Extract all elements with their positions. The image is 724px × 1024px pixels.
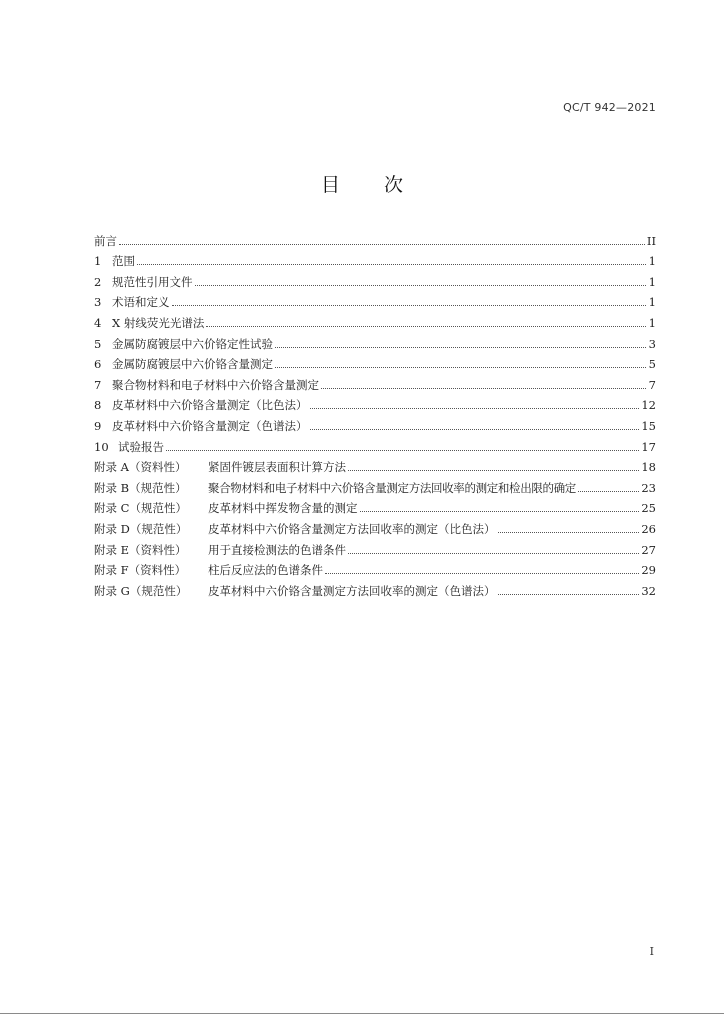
toc-entry-number: 1 xyxy=(94,254,102,269)
leader-dots xyxy=(348,469,639,471)
leader-dots xyxy=(310,407,640,409)
toc-entry-9[interactable] xyxy=(94,412,656,433)
toc-entry-page: 27 xyxy=(641,542,656,557)
toc-entry-label: X 射线荧光光谱法 xyxy=(112,315,205,330)
toc-entry-appendix-c[interactable] xyxy=(94,495,656,516)
toc-entry-label: 皮革材料中六价铬含量测定（色谱法） xyxy=(112,418,308,433)
toc-entry-appendix-a[interactable] xyxy=(94,454,656,475)
appendix-label: 皮革材料中六价铬含量测定方法回收率的测定（比色法） xyxy=(208,521,496,536)
toc-entry-1[interactable] xyxy=(94,248,656,269)
toc-entry-page: 1 xyxy=(648,295,656,310)
leader-dots xyxy=(172,304,647,306)
toc-entry-page: 29 xyxy=(641,563,656,578)
toc-entry-page: 18 xyxy=(641,460,656,475)
leader-dots xyxy=(137,263,646,265)
toc-entry-page: 12 xyxy=(641,398,656,413)
leader-dots xyxy=(321,387,646,389)
toc-entry-6[interactable] xyxy=(94,351,656,372)
appendix-label: 皮革材料中六价铬含量测定方法回收率的测定（色谱法） xyxy=(208,583,496,598)
toc-entry-number: 6 xyxy=(94,357,102,372)
leader-dots xyxy=(498,593,640,595)
toc-entry-8[interactable] xyxy=(94,392,656,413)
toc-entry-appendix-b[interactable] xyxy=(94,474,656,495)
toc-entry-page: II xyxy=(646,233,656,248)
leader-dots xyxy=(206,325,646,327)
toc-title-char-1: 目 xyxy=(320,174,340,196)
leader-dots xyxy=(310,428,640,430)
toc-entry-page: 1 xyxy=(648,254,656,269)
appendix-id: 附录 B（规范性） xyxy=(94,480,187,495)
toc-entry-label: 金属防腐镀层中六价铬定性试验 xyxy=(112,336,273,351)
toc-entry-label: 金属防腐镀层中六价铬含量测定 xyxy=(112,357,273,372)
leader-dots xyxy=(119,243,645,245)
toc-entry-label: 规范性引用文件 xyxy=(112,274,193,289)
toc-entry-page: 17 xyxy=(641,439,656,454)
leader-dots xyxy=(275,346,646,348)
toc-entry-number: 9 xyxy=(94,418,102,433)
toc-entry-appendix-f[interactable] xyxy=(94,557,656,578)
appendix-id: 附录 A（资料性） xyxy=(94,460,187,475)
toc-entry-page: 23 xyxy=(641,480,656,495)
toc-entry-7[interactable] xyxy=(94,371,656,392)
toc-entry-number: 10 xyxy=(94,439,109,454)
toc-entry-5[interactable] xyxy=(94,330,656,351)
appendix-label: 紧固件镀层表面积计算方法 xyxy=(208,460,346,475)
appendix-label: 皮革材料中挥发物含量的测定 xyxy=(208,501,358,516)
toc-entry-page: 5 xyxy=(648,357,656,372)
toc-entry-foreword[interactable] xyxy=(94,227,656,248)
toc-entry-page: 7 xyxy=(648,377,656,392)
page-number: I xyxy=(649,945,654,958)
toc-entry-number: 3 xyxy=(94,295,102,310)
standard-code: QC/T 942—2021 xyxy=(563,101,656,114)
toc-entry-number: 8 xyxy=(94,398,102,413)
toc-title-char-2: 次 xyxy=(384,174,404,196)
toc-entry-number: 5 xyxy=(94,336,102,351)
toc-entry-label: 聚合物材料和电子材料中六价铬含量测定 xyxy=(112,377,319,392)
appendix-label: 聚合物材料和电子材料中六价铬含量测定方法回收率的测定和检出限的确定 xyxy=(208,480,576,495)
toc-entry-label: 皮革材料中六价铬含量测定（比色法） xyxy=(112,398,308,413)
toc-entry-label: 范围 xyxy=(112,254,135,269)
appendix-id: 附录 C（规范性） xyxy=(94,501,187,516)
leader-dots xyxy=(325,572,639,574)
toc-entry-page: 26 xyxy=(641,521,656,536)
toc-entry-page: 1 xyxy=(648,274,656,289)
toc-entry-label: 前言 xyxy=(94,233,117,248)
toc-entry-page: 3 xyxy=(648,336,656,351)
leader-dots xyxy=(275,366,646,368)
toc-entry-appendix-g[interactable] xyxy=(94,577,656,598)
appendix-label: 用于直接检测法的色谱条件 xyxy=(208,542,346,557)
leader-dots xyxy=(195,284,647,286)
leader-dots xyxy=(348,552,639,554)
appendix-id: 附录 F（资料性） xyxy=(94,563,187,578)
toc-entry-label: 试验报告 xyxy=(118,439,164,454)
leader-dots xyxy=(498,531,640,533)
toc-entry-2[interactable] xyxy=(94,268,656,289)
appendix-label: 柱后反应法的色谱条件 xyxy=(208,563,323,578)
toc-title xyxy=(0,170,724,197)
toc-entry-page: 32 xyxy=(641,583,656,598)
toc-entry-label: 术语和定义 xyxy=(112,295,170,310)
toc-entry-3[interactable] xyxy=(94,289,656,310)
appendix-id: 附录 D（规范性） xyxy=(94,521,188,536)
toc-entry-appendix-e[interactable] xyxy=(94,536,656,557)
page-bottom-rule xyxy=(0,1013,724,1014)
toc-entry-number: 4 xyxy=(94,315,102,330)
toc-entry-page: 25 xyxy=(641,501,656,516)
toc-entry-page: 15 xyxy=(641,418,656,433)
toc-entry-number: 7 xyxy=(94,377,102,392)
leader-dots xyxy=(360,510,640,512)
appendix-id: 附录 E（资料性） xyxy=(94,542,187,557)
appendix-id: 附录 G（规范性） xyxy=(94,583,188,598)
table-of-contents xyxy=(94,227,656,598)
leader-dots xyxy=(578,490,639,492)
leader-dots xyxy=(166,449,639,451)
toc-entry-page: 1 xyxy=(648,315,656,330)
toc-entry-4[interactable] xyxy=(94,309,656,330)
toc-entry-number: 2 xyxy=(94,274,102,289)
toc-entry-appendix-d[interactable] xyxy=(94,515,656,536)
toc-entry-10[interactable] xyxy=(94,433,656,454)
